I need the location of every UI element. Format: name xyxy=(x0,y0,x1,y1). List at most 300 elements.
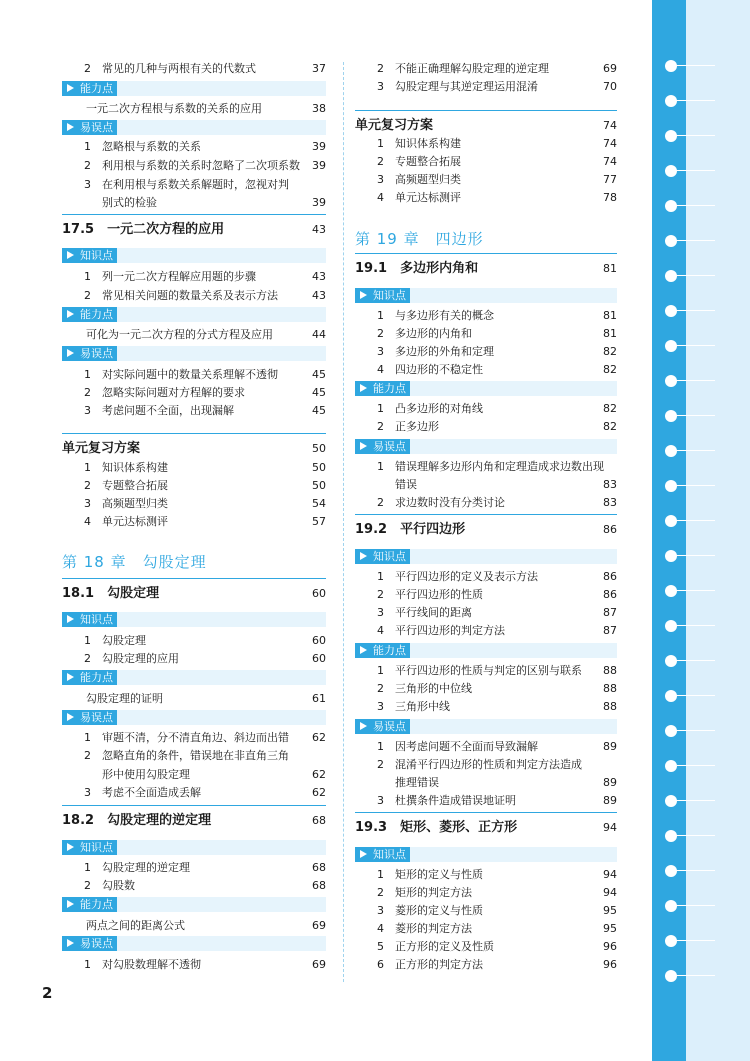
entry-page: 68 xyxy=(312,879,326,892)
entry-title: 平行四边形的定义及表示方法 xyxy=(395,570,538,583)
entry-number: 3 xyxy=(377,80,384,93)
entry-page: 50 xyxy=(312,461,326,474)
tag-label: 知识点 xyxy=(80,613,113,626)
tag-label: 易误点 xyxy=(80,711,113,724)
section-heading[interactable] xyxy=(355,259,617,279)
entry-title: 勾股定理的证明 xyxy=(86,692,163,705)
entry-title: 勾股定理 xyxy=(102,634,146,647)
ability-point-tag xyxy=(62,670,326,685)
entry-title: 可化为一元二次方程的分式方程及应用 xyxy=(86,328,273,341)
entry-page: 86 xyxy=(603,588,617,601)
tag-badge xyxy=(355,643,410,658)
section-rule xyxy=(355,514,617,515)
binder-line xyxy=(677,485,715,486)
entry-number: 2 xyxy=(84,749,91,762)
play-triangle-icon xyxy=(67,939,74,947)
tag-label: 知识点 xyxy=(373,550,406,563)
entry-page: 95 xyxy=(603,922,617,935)
binder-hole xyxy=(665,410,677,422)
binder-line xyxy=(677,310,715,311)
binder-hole xyxy=(665,60,677,72)
entry-number: 1 xyxy=(377,137,384,150)
tag-label: 知识点 xyxy=(80,841,113,854)
binder-line xyxy=(677,660,715,661)
entry-number: 5 xyxy=(377,940,384,953)
error-point-tag xyxy=(62,710,326,725)
entry-page: 60 xyxy=(312,652,326,665)
binder-hole xyxy=(665,760,677,772)
entry-number: 6 xyxy=(377,958,384,971)
entry-page: 38 xyxy=(312,102,326,115)
section-heading[interactable] xyxy=(62,584,326,604)
error-point-tag xyxy=(355,439,617,454)
entry-page: 77 xyxy=(603,173,617,186)
binder-hole xyxy=(665,130,677,142)
entry-title: 单元达标测评 xyxy=(395,191,461,204)
binder-hole xyxy=(665,235,677,247)
error-point-tag xyxy=(62,346,326,361)
tag-badge xyxy=(355,847,410,862)
entry-title: 忽略根与系数的关系 xyxy=(102,140,201,153)
tag-badge xyxy=(62,248,117,263)
entry-number: 1 xyxy=(377,460,384,473)
error-point-tag xyxy=(62,120,326,135)
entry-title: 平行四边形的性质 xyxy=(395,588,483,601)
binder-hole xyxy=(665,165,677,177)
section-page: 81 xyxy=(603,262,617,275)
knowledge-point-tag xyxy=(355,549,617,564)
binder-hole xyxy=(665,795,677,807)
entry-page: 69 xyxy=(603,62,617,75)
entry-number: 1 xyxy=(377,570,384,583)
binder-hole xyxy=(665,725,677,737)
entry-number: 1 xyxy=(84,958,91,971)
binder-hole xyxy=(665,270,677,282)
section-page: 94 xyxy=(603,821,617,834)
section-heading[interactable] xyxy=(62,811,326,831)
play-triangle-icon xyxy=(360,291,367,299)
tag-label: 知识点 xyxy=(373,848,406,861)
knowledge-point-tag xyxy=(62,612,326,627)
play-triangle-icon xyxy=(67,673,74,681)
entry-number: 4 xyxy=(377,191,384,204)
binder-hole xyxy=(665,690,677,702)
binder-line xyxy=(677,240,715,241)
tag-label: 易误点 xyxy=(80,347,113,360)
knowledge-point-tag xyxy=(355,288,617,303)
binder-line xyxy=(677,555,715,556)
entry-page: 45 xyxy=(312,386,326,399)
entry-number: 3 xyxy=(377,794,384,807)
entry-number: 2 xyxy=(84,159,91,172)
entry-title: 勾股定理的应用 xyxy=(102,652,179,665)
entry-number: 3 xyxy=(377,700,384,713)
binder-line xyxy=(677,590,715,591)
entry-page: 82 xyxy=(603,402,617,415)
entry-number: 1 xyxy=(377,740,384,753)
binder-hole xyxy=(665,585,677,597)
entry-number: 1 xyxy=(377,664,384,677)
play-triangle-icon xyxy=(360,850,367,858)
binder-hole xyxy=(665,865,677,877)
tag-label: 能力点 xyxy=(373,644,406,657)
entry-page: 62 xyxy=(312,786,326,799)
play-triangle-icon xyxy=(67,349,74,357)
entry-title: 矩形的判定方法 xyxy=(395,886,472,899)
section-title: 19.2 平行四边形 xyxy=(355,522,466,537)
play-triangle-icon xyxy=(67,123,74,131)
entry-page: 74 xyxy=(603,137,617,150)
binder-hole xyxy=(665,480,677,492)
entry-page: 43 xyxy=(312,289,326,302)
entry-title: 考虑不全面造成丢解 xyxy=(102,786,201,799)
entry-page: 94 xyxy=(603,886,617,899)
section-title: 19.1 多边形内角和 xyxy=(355,261,479,276)
entry-page: 69 xyxy=(312,919,326,932)
tag-badge xyxy=(355,439,410,454)
entry-title: 杜撰条件造成错误地证明 xyxy=(395,794,516,807)
section-title: 单元复习方案 xyxy=(355,118,434,133)
entry-number: 2 xyxy=(377,496,384,509)
binder-hole xyxy=(665,970,677,982)
binder-line xyxy=(677,800,715,801)
binder-hole xyxy=(665,445,677,457)
entry-page: 81 xyxy=(603,309,617,322)
entry-title: 形中使用勾股定理 xyxy=(102,768,190,781)
entry-page: 70 xyxy=(603,80,617,93)
entry-title: 正方形的判定方法 xyxy=(395,958,483,971)
entry-number: 4 xyxy=(84,515,91,528)
entry-title: 菱形的定义与性质 xyxy=(395,904,483,917)
entry-number: 2 xyxy=(377,155,384,168)
entry-number: 2 xyxy=(84,879,91,892)
binder-hole xyxy=(665,655,677,667)
entry-title: 两点之间的距离公式 xyxy=(86,919,185,932)
tag-label: 易误点 xyxy=(373,440,406,453)
binder-hole xyxy=(665,305,677,317)
play-triangle-icon xyxy=(67,900,74,908)
entry-title: 专题整合拓展 xyxy=(102,479,168,492)
entry-title: 在利用根与系数关系解题时，忽视对判 xyxy=(102,178,289,191)
entry-page: 83 xyxy=(603,478,617,491)
tag-label: 易误点 xyxy=(80,121,113,134)
tag-badge xyxy=(62,81,117,96)
entry-title: 不能正确理解勾股定理的逆定理 xyxy=(395,62,549,75)
play-triangle-icon xyxy=(360,384,367,392)
entry-number: 1 xyxy=(84,634,91,647)
entry-title: 别式的检验 xyxy=(102,196,157,209)
entry-title: 正多边形 xyxy=(395,420,439,433)
section-page: 60 xyxy=(312,587,326,600)
entry-page: 82 xyxy=(603,345,617,358)
entry-title: 正方形的定义及性质 xyxy=(395,940,494,953)
entry-number: 4 xyxy=(377,624,384,637)
entry-number: 2 xyxy=(377,758,384,771)
binder-line xyxy=(677,870,715,871)
section-title: 19.3 矩形、菱形、正方形 xyxy=(355,820,518,835)
entry-title: 混淆平行四边形的性质和判定方法造成 xyxy=(395,758,582,771)
entry-number: 1 xyxy=(377,309,384,322)
entry-title: 因考虑问题不全面而导致漏解 xyxy=(395,740,538,753)
binder-hole xyxy=(665,340,677,352)
ability-point-tag xyxy=(355,643,617,658)
knowledge-point-tag xyxy=(62,840,326,855)
entry-number: 2 xyxy=(377,420,384,433)
binder-line xyxy=(677,100,715,101)
tag-label: 易误点 xyxy=(80,937,113,950)
entry-title: 对勾股数理解不透彻 xyxy=(102,958,201,971)
entry-title: 错误理解多边形内角和定理造成求边数出现 xyxy=(395,460,604,473)
section-page: 86 xyxy=(603,523,617,536)
entry-title: 常见相关问题的数量关系及表示方法 xyxy=(102,289,278,302)
entry-number: 2 xyxy=(84,652,91,665)
entry-title: 忽略实际问题对方程解的要求 xyxy=(102,386,245,399)
column-divider xyxy=(343,62,344,982)
entry-page: 62 xyxy=(312,768,326,781)
entry-title: 专题整合拓展 xyxy=(395,155,461,168)
binder-line xyxy=(677,415,715,416)
entry-page: 57 xyxy=(312,515,326,528)
tag-badge xyxy=(62,710,117,725)
entry-page: 69 xyxy=(312,958,326,971)
section-rule xyxy=(355,812,617,813)
entry-number: 4 xyxy=(377,363,384,376)
play-triangle-icon xyxy=(360,552,367,560)
ability-point-tag xyxy=(62,307,326,322)
entry-number: 2 xyxy=(377,588,384,601)
tag-badge xyxy=(62,897,117,912)
tag-badge xyxy=(62,307,117,322)
entry-page: 50 xyxy=(312,479,326,492)
entry-page: 45 xyxy=(312,404,326,417)
entry-number: 3 xyxy=(377,904,384,917)
entry-number: 2 xyxy=(84,386,91,399)
entry-title: 平行线间的距离 xyxy=(395,606,472,619)
binder-line xyxy=(677,625,715,626)
tag-label: 能力点 xyxy=(80,82,113,95)
entry-page: 68 xyxy=(312,861,326,874)
binder-hole xyxy=(665,515,677,527)
entry-title: 对实际问题中的数量关系理解不透彻 xyxy=(102,368,278,381)
entry-page: 87 xyxy=(603,606,617,619)
play-triangle-icon xyxy=(67,615,74,623)
entry-number: 1 xyxy=(84,140,91,153)
entry-number: 2 xyxy=(84,479,91,492)
section-heading[interactable] xyxy=(355,818,617,838)
ability-point-tag xyxy=(62,897,326,912)
entry-page: 39 xyxy=(312,159,326,172)
error-point-tag xyxy=(62,936,326,951)
decorative-sidebar xyxy=(652,0,750,1061)
section-title: 17.5 一元二次方程的应用 xyxy=(62,222,225,237)
tag-badge xyxy=(62,936,117,951)
entry-title: 知识体系构建 xyxy=(102,461,168,474)
entry-page: 74 xyxy=(603,155,617,168)
section-rule xyxy=(62,214,326,215)
tag-badge xyxy=(355,381,410,396)
section-heading[interactable] xyxy=(62,220,326,240)
binder-line xyxy=(677,835,715,836)
binder-line xyxy=(677,905,715,906)
entry-title: 矩形的定义与性质 xyxy=(395,868,483,881)
section-title: 18.2 勾股定理的逆定理 xyxy=(62,813,212,828)
play-triangle-icon xyxy=(360,442,367,450)
entry-page: 86 xyxy=(603,570,617,583)
entry-title: 凸多边形的对角线 xyxy=(395,402,483,415)
section-rule xyxy=(62,578,326,579)
tag-badge xyxy=(62,840,117,855)
entry-page: 82 xyxy=(603,420,617,433)
entry-number: 3 xyxy=(84,404,91,417)
section-title: 18.1 勾股定理 xyxy=(62,586,160,601)
tag-badge xyxy=(62,346,117,361)
entry-page: 88 xyxy=(603,700,617,713)
chapter-heading[interactable]: 第 18 章 勾股定理 xyxy=(62,553,207,571)
tag-label: 能力点 xyxy=(80,671,113,684)
section-rule xyxy=(62,433,326,434)
error-point-tag xyxy=(355,719,617,734)
entry-title: 多边形的内角和 xyxy=(395,327,472,340)
entry-number: 1 xyxy=(84,731,91,744)
binder-line xyxy=(677,205,715,206)
tag-label: 知识点 xyxy=(373,289,406,302)
binder-line xyxy=(677,275,715,276)
unit-review-heading[interactable] xyxy=(355,116,617,136)
entry-number: 1 xyxy=(84,270,91,283)
entry-title: 三角形中线 xyxy=(395,700,450,713)
tag-badge xyxy=(62,612,117,627)
section-page: 43 xyxy=(312,223,326,236)
entry-title: 高频题型归类 xyxy=(102,497,168,510)
binder-line xyxy=(677,170,715,171)
tag-badge xyxy=(355,288,410,303)
entry-title: 单元达标测评 xyxy=(102,515,168,528)
entry-page: 95 xyxy=(603,904,617,917)
binder-hole xyxy=(665,935,677,947)
section-rule xyxy=(355,110,617,111)
binder-line xyxy=(677,940,715,941)
play-triangle-icon xyxy=(360,722,367,730)
entry-number: 3 xyxy=(377,173,384,186)
entry-title: 忽略直角的条件，错误地在非直角三角 xyxy=(102,749,289,762)
entry-number: 1 xyxy=(377,868,384,881)
play-triangle-icon xyxy=(67,84,74,92)
play-triangle-icon xyxy=(67,843,74,851)
tag-label: 易误点 xyxy=(373,720,406,733)
knowledge-point-tag xyxy=(355,847,617,862)
binder-line xyxy=(677,695,715,696)
binder-line xyxy=(677,450,715,451)
play-triangle-icon xyxy=(360,646,367,654)
entry-page: 44 xyxy=(312,328,326,341)
tag-badge xyxy=(355,719,410,734)
tag-label: 能力点 xyxy=(80,898,113,911)
entry-page: 89 xyxy=(603,740,617,753)
entry-number: 3 xyxy=(377,345,384,358)
entry-page: 43 xyxy=(312,270,326,283)
entry-title: 平行四边形的判定方法 xyxy=(395,624,505,637)
binder-line xyxy=(677,380,715,381)
entry-page: 81 xyxy=(603,327,617,340)
entry-title: 常见的几种与两根有关的代数式 xyxy=(102,62,256,75)
chapter-heading[interactable]: 第 19 章 四边形 xyxy=(355,230,484,248)
binder-line xyxy=(677,345,715,346)
entry-title: 知识体系构建 xyxy=(395,137,461,150)
entry-title: 平行四边形的性质与判定的区别与联系 xyxy=(395,664,582,677)
binder-hole xyxy=(665,550,677,562)
entry-title: 四边形的不稳定性 xyxy=(395,363,483,376)
play-triangle-icon xyxy=(67,713,74,721)
entry-number: 2 xyxy=(377,886,384,899)
entry-page: 89 xyxy=(603,776,617,789)
entry-title: 推理错误 xyxy=(395,776,439,789)
section-page: 50 xyxy=(312,442,326,455)
entry-page: 62 xyxy=(312,731,326,744)
entry-page: 96 xyxy=(603,958,617,971)
page-number: 2 xyxy=(42,984,53,1002)
entry-page: 82 xyxy=(603,363,617,376)
binder-line xyxy=(677,520,715,521)
tag-label: 能力点 xyxy=(373,382,406,395)
tag-badge xyxy=(62,120,117,135)
binder-line xyxy=(677,730,715,731)
entry-number: 1 xyxy=(84,861,91,874)
entry-title: 与多边形有关的概念 xyxy=(395,309,494,322)
entry-page: 60 xyxy=(312,634,326,647)
binder-hole xyxy=(665,95,677,107)
section-page: 68 xyxy=(312,814,326,827)
entry-page: 94 xyxy=(603,868,617,881)
binder-line xyxy=(677,135,715,136)
entry-title: 菱形的判定方法 xyxy=(395,922,472,935)
entry-page: 37 xyxy=(312,62,326,75)
binder-line xyxy=(677,975,715,976)
entry-number: 2 xyxy=(377,327,384,340)
entry-number: 1 xyxy=(84,368,91,381)
entry-title: 求边数时没有分类讨论 xyxy=(395,496,505,509)
entry-number: 1 xyxy=(377,402,384,415)
entry-number: 4 xyxy=(377,922,384,935)
entry-page: 96 xyxy=(603,940,617,953)
section-rule xyxy=(62,805,326,806)
entry-number: 3 xyxy=(377,606,384,619)
tag-badge xyxy=(355,549,410,564)
entry-title: 错误 xyxy=(395,478,417,491)
entry-title: 多边形的外角和定理 xyxy=(395,345,494,358)
entry-page: 89 xyxy=(603,794,617,807)
entry-number: 2 xyxy=(377,62,384,75)
entry-number: 2 xyxy=(377,682,384,695)
unit-review-heading[interactable] xyxy=(62,439,326,459)
entry-number: 2 xyxy=(84,289,91,302)
entry-title: 三角形的中位线 xyxy=(395,682,472,695)
section-title: 单元复习方案 xyxy=(62,441,141,456)
entry-title: 列一元二次方程解应用题的步骤 xyxy=(102,270,256,283)
entry-title: 考虑问题不全面，出现漏解 xyxy=(102,404,234,417)
tag-badge xyxy=(62,670,117,685)
play-triangle-icon xyxy=(67,251,74,259)
entry-number: 2 xyxy=(84,62,91,75)
knowledge-point-tag xyxy=(62,248,326,263)
entry-page: 61 xyxy=(312,692,326,705)
binder-line xyxy=(677,765,715,766)
entry-title: 高频题型归类 xyxy=(395,173,461,186)
entry-page: 88 xyxy=(603,682,617,695)
section-heading[interactable] xyxy=(355,520,617,540)
ability-point-tag xyxy=(355,381,617,396)
entry-title: 勾股定理的逆定理 xyxy=(102,861,190,874)
entry-title: 勾股定理与其逆定理运用混淆 xyxy=(395,80,538,93)
